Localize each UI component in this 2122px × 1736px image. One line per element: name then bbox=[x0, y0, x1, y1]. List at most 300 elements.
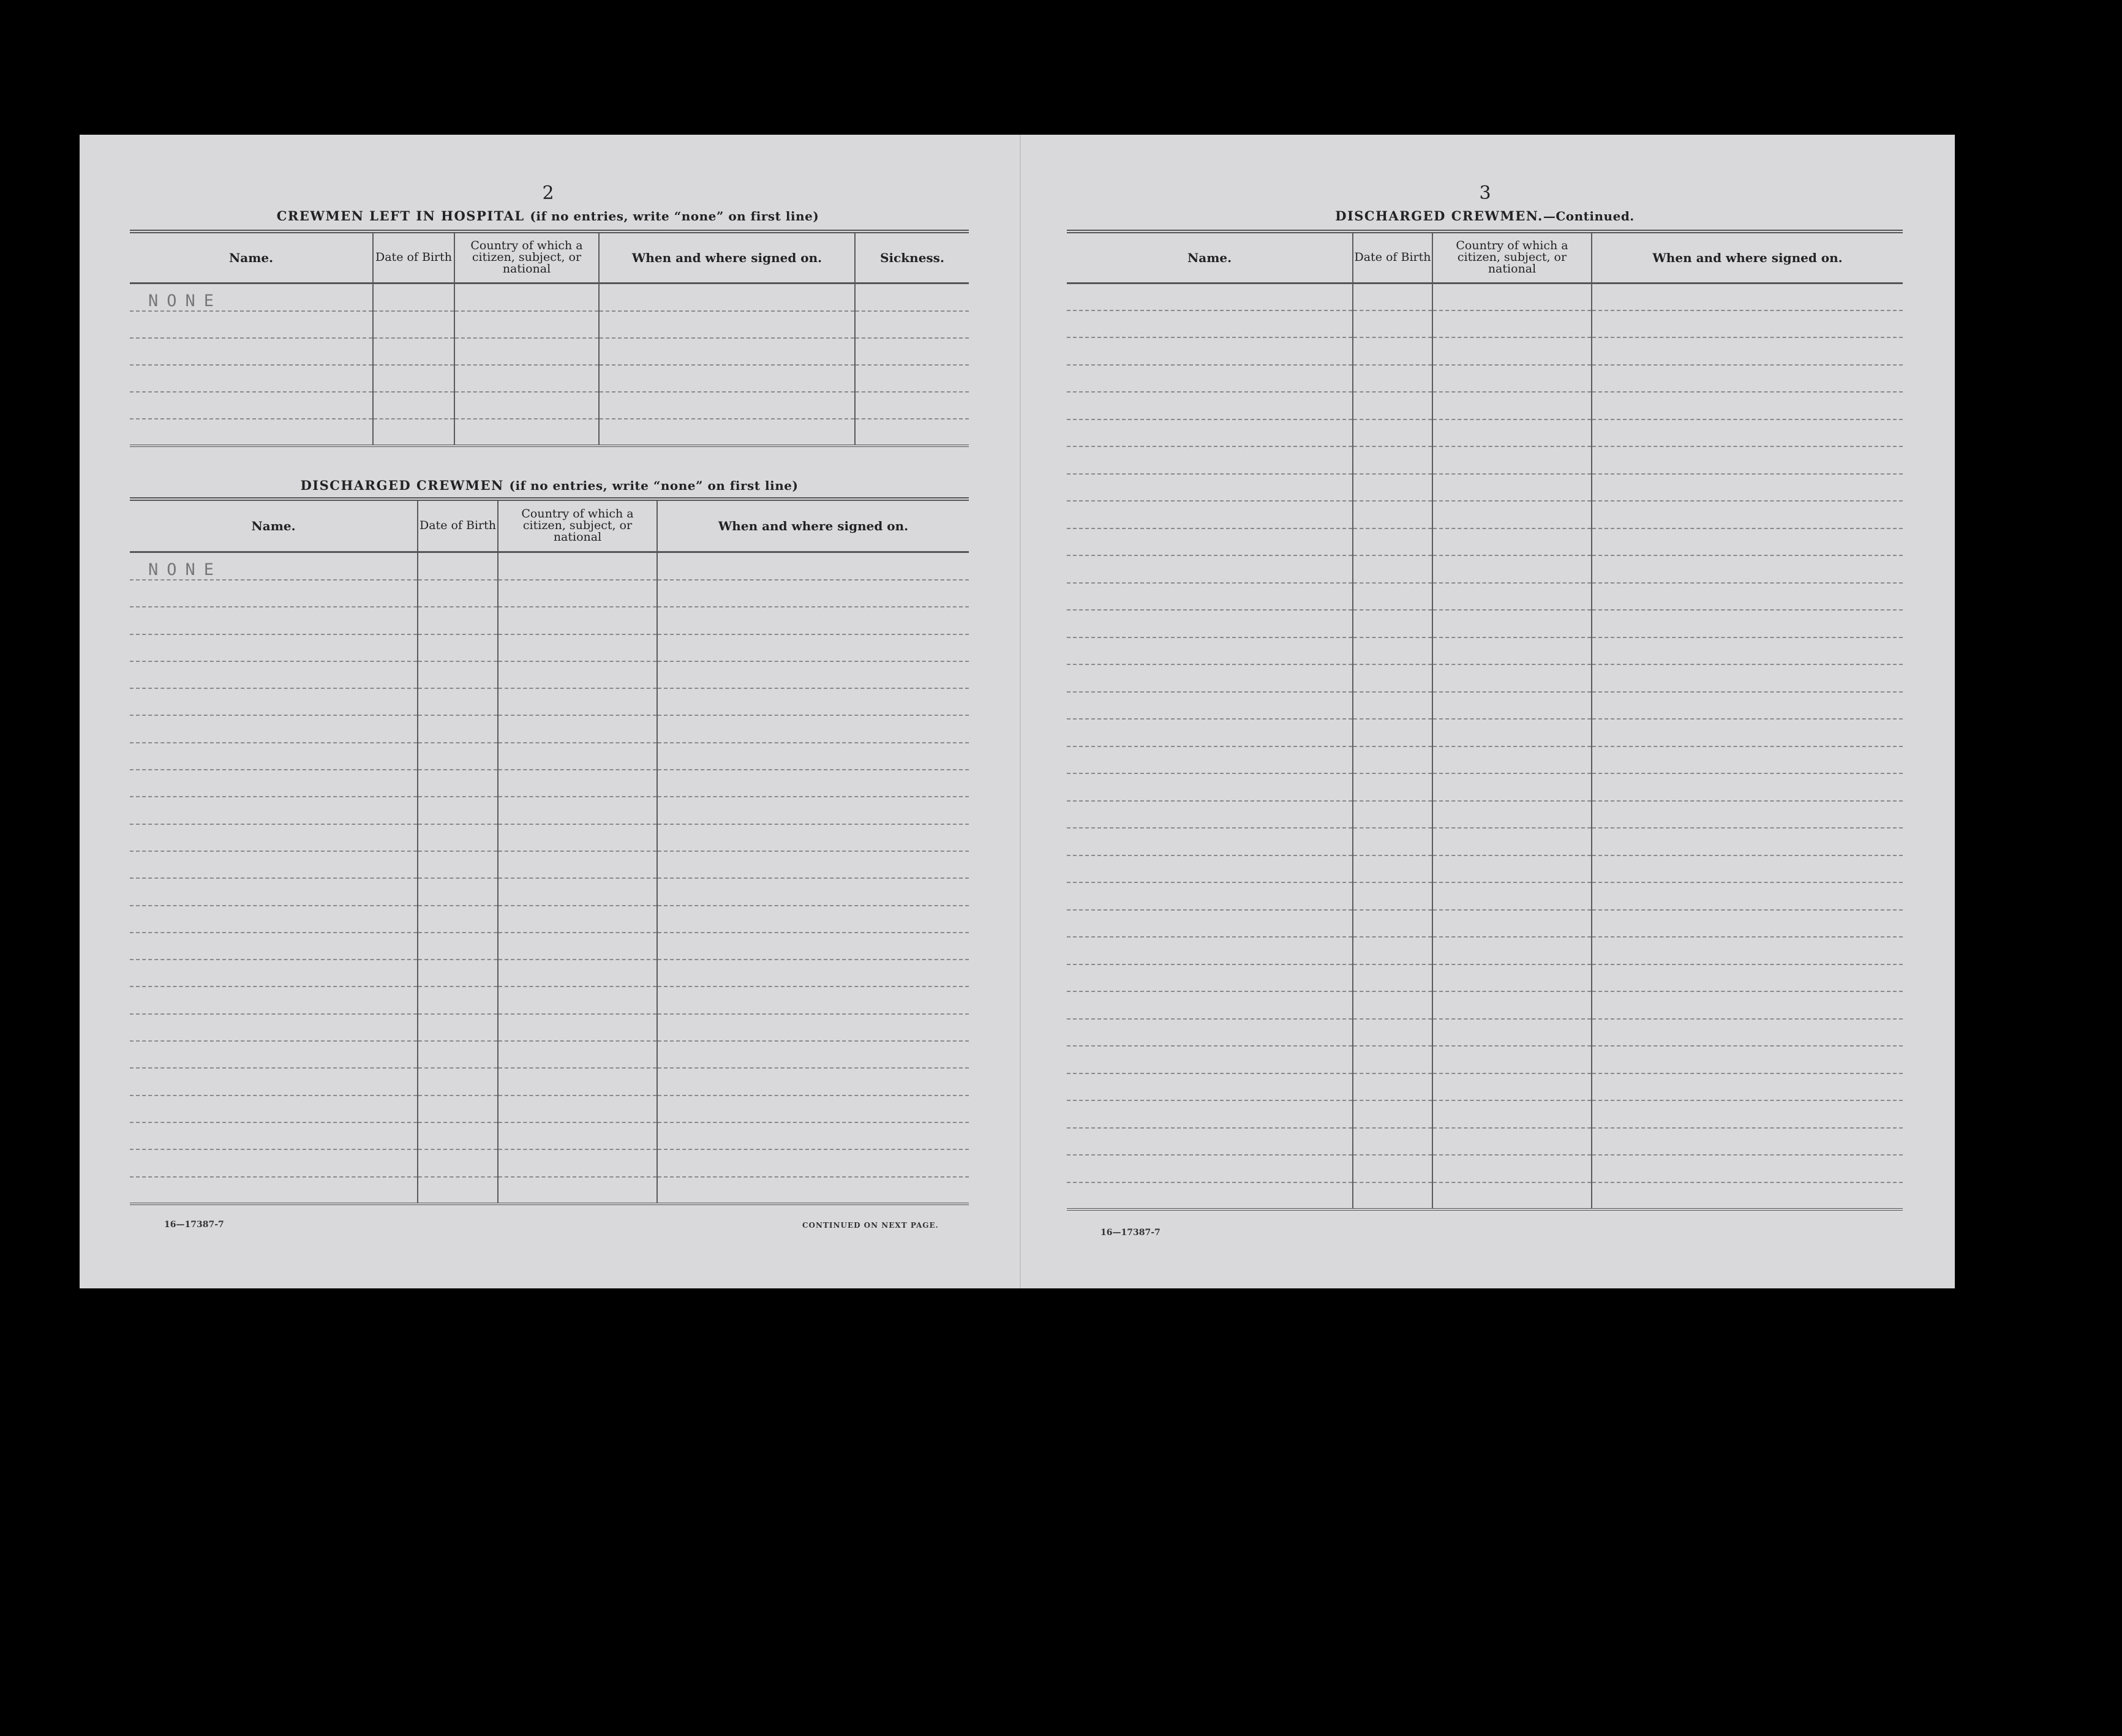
name-cell[interactable] bbox=[130, 552, 418, 580]
name-cell[interactable] bbox=[1067, 773, 1353, 801]
signed-cell[interactable] bbox=[657, 851, 969, 878]
name-cell[interactable] bbox=[1067, 801, 1353, 829]
date-cell[interactable] bbox=[1353, 583, 1432, 611]
name-cell[interactable] bbox=[130, 851, 418, 878]
name-cell[interactable] bbox=[130, 392, 373, 419]
country-cell[interactable] bbox=[1432, 719, 1592, 746]
name-cell[interactable] bbox=[130, 743, 418, 770]
hospital-table-body bbox=[130, 283, 969, 446]
country-cell[interactable] bbox=[498, 1068, 657, 1095]
name-cell[interactable] bbox=[1067, 991, 1353, 1019]
name-cell[interactable] bbox=[130, 960, 418, 986]
country-cell[interactable] bbox=[1432, 1046, 1592, 1073]
table-row bbox=[130, 960, 969, 986]
country-cell[interactable] bbox=[498, 715, 657, 742]
date-cell[interactable] bbox=[1353, 528, 1432, 556]
country-cell[interactable] bbox=[498, 661, 657, 688]
signed-cell[interactable] bbox=[1592, 964, 1903, 992]
date-cell[interactable] bbox=[418, 607, 498, 634]
name-cell[interactable] bbox=[1067, 337, 1353, 365]
country-cell[interactable] bbox=[1432, 419, 1592, 447]
name-cell[interactable] bbox=[1067, 664, 1353, 692]
name-cell[interactable] bbox=[1067, 1128, 1353, 1155]
country-cell[interactable] bbox=[454, 392, 599, 419]
signed-cell[interactable] bbox=[1592, 937, 1903, 964]
signed-cell[interactable] bbox=[1592, 855, 1903, 883]
country-cell[interactable] bbox=[1432, 692, 1592, 720]
name-cell[interactable] bbox=[130, 1177, 418, 1204]
table-row bbox=[1067, 1182, 1903, 1210]
signed-cell[interactable] bbox=[1592, 1128, 1903, 1155]
name-cell[interactable] bbox=[130, 1122, 418, 1149]
signed-cell[interactable] bbox=[657, 933, 969, 960]
country-cell[interactable] bbox=[1432, 501, 1592, 528]
signed-cell[interactable] bbox=[1592, 1019, 1903, 1046]
signed-cell[interactable] bbox=[1592, 310, 1903, 338]
discharged-subtitle-text: (if no entries, write “none” on first line) bbox=[509, 478, 799, 493]
date-cell[interactable] bbox=[418, 580, 498, 607]
name-cell[interactable] bbox=[1067, 637, 1353, 665]
name-cell[interactable] bbox=[130, 1149, 418, 1176]
signed-cell[interactable] bbox=[599, 392, 855, 419]
country-cell[interactable] bbox=[1432, 828, 1592, 855]
table-row bbox=[1067, 337, 1903, 365]
country-cell[interactable] bbox=[1432, 1100, 1592, 1128]
country-cell[interactable] bbox=[1432, 283, 1592, 310]
date-cell[interactable] bbox=[418, 770, 498, 797]
signed-cell[interactable] bbox=[657, 552, 969, 580]
signed-cell[interactable] bbox=[1592, 583, 1903, 611]
name-cell[interactable] bbox=[130, 634, 418, 661]
signed-cell[interactable] bbox=[657, 1014, 969, 1041]
signed-cell[interactable] bbox=[599, 311, 855, 338]
name-cell[interactable] bbox=[1067, 446, 1353, 474]
date-cell[interactable] bbox=[418, 878, 498, 905]
country-cell[interactable] bbox=[498, 878, 657, 905]
signed-cell[interactable] bbox=[657, 1149, 969, 1176]
signed-cell[interactable] bbox=[657, 878, 969, 905]
table-row bbox=[130, 580, 969, 607]
date-cell[interactable] bbox=[1353, 337, 1432, 365]
table-row bbox=[1067, 501, 1903, 528]
country-cell[interactable] bbox=[1432, 337, 1592, 365]
date-cell[interactable] bbox=[418, 986, 498, 1013]
date-cell[interactable] bbox=[1353, 855, 1432, 883]
date-cell[interactable] bbox=[1353, 719, 1432, 746]
name-cell[interactable] bbox=[130, 715, 418, 742]
date-cell[interactable] bbox=[373, 365, 454, 392]
signed-cell[interactable] bbox=[1592, 719, 1903, 746]
date-cell[interactable] bbox=[1353, 801, 1432, 829]
date-cell[interactable] bbox=[1353, 964, 1432, 992]
signed-cell[interactable] bbox=[1592, 610, 1903, 637]
signed-cell[interactable] bbox=[1592, 746, 1903, 774]
date-cell[interactable] bbox=[1353, 828, 1432, 855]
sickness-cell[interactable] bbox=[855, 283, 969, 311]
date-cell[interactable] bbox=[1353, 474, 1432, 502]
country-cell[interactable] bbox=[1432, 1128, 1592, 1155]
signed-cell[interactable] bbox=[1592, 692, 1903, 720]
country-cell[interactable] bbox=[498, 906, 657, 933]
date-cell[interactable] bbox=[418, 933, 498, 960]
table-row bbox=[1067, 1019, 1903, 1046]
table-row bbox=[1067, 719, 1903, 746]
country-cell[interactable] bbox=[454, 338, 599, 365]
country-cell[interactable] bbox=[1432, 392, 1592, 419]
country-cell[interactable] bbox=[1432, 446, 1592, 474]
name-cell[interactable] bbox=[1067, 910, 1353, 938]
signed-cell[interactable] bbox=[657, 634, 969, 661]
country-cell[interactable] bbox=[454, 311, 599, 338]
country-cell[interactable] bbox=[454, 365, 599, 392]
name-cell[interactable] bbox=[130, 661, 418, 688]
country-cell[interactable] bbox=[1432, 746, 1592, 774]
date-cell[interactable] bbox=[1353, 664, 1432, 692]
signed-cell[interactable] bbox=[1592, 283, 1903, 310]
signed-cell[interactable] bbox=[1592, 828, 1903, 855]
date-cell[interactable] bbox=[373, 311, 454, 338]
date-cell[interactable] bbox=[1353, 1046, 1432, 1073]
name-cell[interactable] bbox=[130, 607, 418, 634]
name-cell[interactable] bbox=[1067, 501, 1353, 528]
signed-cell[interactable] bbox=[1592, 664, 1903, 692]
sickness-cell[interactable] bbox=[855, 311, 969, 338]
signed-cell[interactable] bbox=[1592, 991, 1903, 1019]
date-cell[interactable] bbox=[1353, 310, 1432, 338]
name-cell[interactable] bbox=[1067, 1182, 1353, 1210]
country-cell[interactable] bbox=[498, 580, 657, 607]
date-cell[interactable] bbox=[1353, 283, 1432, 310]
signed-cell[interactable] bbox=[657, 797, 969, 824]
table-row bbox=[1067, 1073, 1903, 1101]
date-cell[interactable] bbox=[418, 552, 498, 580]
country-cell[interactable] bbox=[498, 634, 657, 661]
date-cell[interactable] bbox=[1353, 637, 1432, 665]
date-cell[interactable] bbox=[1353, 1019, 1432, 1046]
name-cell[interactable] bbox=[1067, 610, 1353, 637]
date-cell[interactable] bbox=[1353, 392, 1432, 419]
signed-cell[interactable] bbox=[599, 338, 855, 365]
name-cell[interactable] bbox=[130, 419, 373, 446]
name-cell[interactable] bbox=[1067, 1073, 1353, 1101]
date-cell[interactable] bbox=[373, 392, 454, 419]
name-cell[interactable] bbox=[130, 283, 373, 311]
signed-cell[interactable] bbox=[657, 986, 969, 1013]
country-cell[interactable] bbox=[498, 1095, 657, 1122]
signed-cell[interactable] bbox=[657, 1177, 969, 1204]
signed-cell[interactable] bbox=[1592, 392, 1903, 419]
country-cell[interactable] bbox=[498, 986, 657, 1013]
signed-cell[interactable] bbox=[599, 283, 855, 311]
date-cell[interactable] bbox=[418, 1177, 498, 1204]
country-cell[interactable] bbox=[1432, 610, 1592, 637]
typed-entry: NONE bbox=[148, 291, 223, 310]
country-cell[interactable] bbox=[498, 743, 657, 770]
name-cell[interactable] bbox=[130, 1068, 418, 1095]
country-cell[interactable] bbox=[498, 1014, 657, 1041]
country-cell[interactable] bbox=[1432, 882, 1592, 910]
name-cell[interactable] bbox=[130, 906, 418, 933]
country-cell[interactable] bbox=[1432, 910, 1592, 938]
country-cell[interactable] bbox=[454, 283, 599, 311]
signed-cell[interactable] bbox=[657, 1068, 969, 1095]
name-cell[interactable] bbox=[130, 824, 418, 851]
date-cell[interactable] bbox=[1353, 610, 1432, 637]
signed-cell[interactable] bbox=[1592, 1182, 1903, 1210]
signed-cell[interactable] bbox=[1592, 801, 1903, 829]
date-cell[interactable] bbox=[418, 1095, 498, 1122]
name-cell[interactable] bbox=[130, 338, 373, 365]
country-cell[interactable] bbox=[1432, 964, 1592, 992]
name-cell[interactable] bbox=[1067, 583, 1353, 611]
date-cell[interactable] bbox=[418, 634, 498, 661]
table-row bbox=[130, 552, 969, 580]
country-cell[interactable] bbox=[1432, 555, 1592, 583]
signed-cell[interactable] bbox=[657, 661, 969, 688]
name-cell[interactable] bbox=[1067, 310, 1353, 338]
country-cell[interactable] bbox=[498, 770, 657, 797]
country-cell[interactable] bbox=[498, 851, 657, 878]
signed-cell[interactable] bbox=[1592, 528, 1903, 556]
country-cell[interactable] bbox=[1432, 1182, 1592, 1210]
signed-cell[interactable] bbox=[657, 770, 969, 797]
date-cell[interactable] bbox=[418, 851, 498, 878]
date-cell[interactable] bbox=[418, 1041, 498, 1068]
name-cell[interactable] bbox=[1067, 937, 1353, 964]
country-cell[interactable] bbox=[1432, 937, 1592, 964]
sickness-cell[interactable] bbox=[855, 392, 969, 419]
name-cell[interactable] bbox=[130, 878, 418, 905]
country-cell[interactable] bbox=[498, 688, 657, 715]
date-cell[interactable] bbox=[373, 419, 454, 446]
name-cell[interactable] bbox=[1067, 1046, 1353, 1073]
date-cell[interactable] bbox=[373, 283, 454, 311]
col-signed-on: When and where signed on. bbox=[599, 231, 855, 283]
name-cell[interactable] bbox=[130, 770, 418, 797]
date-cell[interactable] bbox=[418, 1122, 498, 1149]
date-cell[interactable] bbox=[1353, 910, 1432, 938]
name-cell[interactable] bbox=[1067, 692, 1353, 720]
country-cell[interactable] bbox=[1432, 637, 1592, 665]
name-cell[interactable] bbox=[130, 365, 373, 392]
country-cell[interactable] bbox=[1432, 801, 1592, 829]
date-cell[interactable] bbox=[418, 797, 498, 824]
table-row bbox=[130, 1177, 969, 1204]
country-cell[interactable] bbox=[1432, 664, 1592, 692]
date-cell[interactable] bbox=[1353, 692, 1432, 720]
name-cell[interactable] bbox=[130, 688, 418, 715]
signed-cell[interactable] bbox=[599, 365, 855, 392]
discharged-title-text: DISCHARGED CREWMEN bbox=[300, 478, 504, 493]
signed-cell[interactable] bbox=[1592, 637, 1903, 665]
date-cell[interactable] bbox=[418, 1149, 498, 1176]
col-country: Country of which a citizen, subject, or national bbox=[454, 231, 599, 283]
table-row bbox=[1067, 528, 1903, 556]
table-row bbox=[1067, 446, 1903, 474]
name-cell[interactable] bbox=[1067, 1155, 1353, 1182]
signed-cell[interactable] bbox=[1592, 337, 1903, 365]
signed-cell[interactable] bbox=[1592, 1073, 1903, 1101]
country-cell[interactable] bbox=[1432, 474, 1592, 502]
table-row bbox=[1067, 910, 1903, 938]
date-cell[interactable] bbox=[1353, 1155, 1432, 1182]
country-cell[interactable] bbox=[1432, 1073, 1592, 1101]
name-cell[interactable] bbox=[130, 580, 418, 607]
signed-cell[interactable] bbox=[1592, 446, 1903, 474]
signed-cell[interactable] bbox=[657, 824, 969, 851]
country-cell[interactable] bbox=[1432, 773, 1592, 801]
date-cell[interactable] bbox=[418, 743, 498, 770]
signed-cell[interactable] bbox=[1592, 1046, 1903, 1073]
country-cell[interactable] bbox=[1432, 991, 1592, 1019]
signed-cell[interactable] bbox=[1592, 773, 1903, 801]
date-cell[interactable] bbox=[1353, 1128, 1432, 1155]
name-cell[interactable] bbox=[1067, 964, 1353, 992]
table-row bbox=[1067, 1128, 1903, 1155]
name-cell[interactable] bbox=[1067, 365, 1353, 393]
right-table-header bbox=[1067, 231, 1903, 283]
date-cell[interactable] bbox=[1353, 1100, 1432, 1128]
name-cell[interactable] bbox=[1067, 1019, 1353, 1046]
table-row bbox=[1067, 801, 1903, 829]
name-cell[interactable] bbox=[1067, 1100, 1353, 1128]
country-cell[interactable] bbox=[498, 1177, 657, 1204]
name-cell[interactable] bbox=[130, 1014, 418, 1041]
signed-cell[interactable] bbox=[657, 1041, 969, 1068]
date-cell[interactable] bbox=[418, 688, 498, 715]
signed-cell[interactable] bbox=[657, 688, 969, 715]
signed-cell[interactable] bbox=[657, 715, 969, 742]
sickness-cell[interactable] bbox=[855, 419, 969, 446]
signed-cell[interactable] bbox=[657, 960, 969, 986]
country-cell[interactable] bbox=[498, 960, 657, 986]
country-cell[interactable] bbox=[1432, 1019, 1592, 1046]
date-cell[interactable] bbox=[1353, 446, 1432, 474]
table-row bbox=[1067, 283, 1903, 310]
table-row bbox=[130, 688, 969, 715]
signed-cell[interactable] bbox=[1592, 882, 1903, 910]
name-cell[interactable] bbox=[130, 797, 418, 824]
country-cell[interactable] bbox=[498, 824, 657, 851]
country-cell[interactable] bbox=[1432, 365, 1592, 393]
signed-cell[interactable] bbox=[1592, 1155, 1903, 1182]
signed-cell[interactable] bbox=[1592, 1100, 1903, 1128]
date-cell[interactable] bbox=[418, 715, 498, 742]
table-row bbox=[130, 661, 969, 688]
country-cell[interactable] bbox=[498, 1122, 657, 1149]
date-cell[interactable] bbox=[418, 906, 498, 933]
signed-cell[interactable] bbox=[657, 1122, 969, 1149]
date-cell[interactable] bbox=[418, 1014, 498, 1041]
name-cell[interactable] bbox=[130, 986, 418, 1013]
date-cell[interactable] bbox=[1353, 365, 1432, 393]
date-cell[interactable] bbox=[1353, 937, 1432, 964]
signed-cell[interactable] bbox=[1592, 474, 1903, 502]
date-cell[interactable] bbox=[1353, 1182, 1432, 1210]
discharged-table-header bbox=[130, 499, 969, 552]
signed-cell[interactable] bbox=[657, 906, 969, 933]
name-cell[interactable] bbox=[130, 311, 373, 338]
signed-cell[interactable] bbox=[599, 419, 855, 446]
name-cell[interactable] bbox=[130, 933, 418, 960]
name-cell[interactable] bbox=[1067, 474, 1353, 502]
table-row bbox=[130, 1122, 969, 1149]
country-cell[interactable] bbox=[1432, 1155, 1592, 1182]
date-cell[interactable] bbox=[373, 338, 454, 365]
hospital-title-text: CREWMEN LEFT IN HOSPITAL bbox=[276, 208, 525, 224]
date-cell[interactable] bbox=[418, 661, 498, 688]
name-cell[interactable] bbox=[1067, 528, 1353, 556]
date-cell[interactable] bbox=[1353, 882, 1432, 910]
signed-cell[interactable] bbox=[1592, 501, 1903, 528]
date-cell[interactable] bbox=[1353, 1073, 1432, 1101]
signed-cell[interactable] bbox=[1592, 910, 1903, 938]
hospital-subtitle-text: (if no entries, write “none” on first line) bbox=[530, 209, 819, 224]
date-cell[interactable] bbox=[1353, 991, 1432, 1019]
date-cell[interactable] bbox=[1353, 419, 1432, 447]
country-cell[interactable] bbox=[498, 552, 657, 580]
name-cell[interactable] bbox=[1067, 283, 1353, 310]
country-cell[interactable] bbox=[1432, 855, 1592, 883]
table-row bbox=[1067, 583, 1903, 611]
col-date-of-birth: Date of Birth bbox=[373, 231, 454, 283]
date-cell[interactable] bbox=[1353, 501, 1432, 528]
date-cell[interactable] bbox=[1353, 746, 1432, 774]
country-cell[interactable] bbox=[498, 607, 657, 634]
table-row bbox=[1067, 882, 1903, 910]
date-cell[interactable] bbox=[1353, 773, 1432, 801]
name-cell[interactable] bbox=[1067, 555, 1353, 583]
name-cell[interactable] bbox=[1067, 719, 1353, 746]
country-cell[interactable] bbox=[498, 797, 657, 824]
table-row bbox=[1067, 610, 1903, 637]
date-cell[interactable] bbox=[418, 1068, 498, 1095]
right-title-suffix: —Continued. bbox=[1543, 209, 1635, 224]
page-fold bbox=[1020, 135, 1021, 1288]
signed-cell[interactable] bbox=[657, 1095, 969, 1122]
name-cell[interactable] bbox=[1067, 882, 1353, 910]
country-cell[interactable] bbox=[498, 1041, 657, 1068]
country-cell[interactable] bbox=[498, 1149, 657, 1176]
country-cell[interactable] bbox=[1432, 310, 1592, 338]
left-form-number: 16—17387-7 bbox=[164, 1220, 224, 1230]
country-cell[interactable] bbox=[1432, 583, 1592, 611]
name-cell[interactable] bbox=[130, 1041, 418, 1068]
date-cell[interactable] bbox=[418, 960, 498, 986]
signed-cell[interactable] bbox=[1592, 365, 1903, 393]
country-cell[interactable] bbox=[498, 933, 657, 960]
name-cell[interactable] bbox=[130, 1095, 418, 1122]
hospital-section-title bbox=[130, 208, 966, 224]
name-cell[interactable] bbox=[1067, 419, 1353, 447]
name-cell[interactable] bbox=[1067, 828, 1353, 855]
signed-cell[interactable] bbox=[657, 607, 969, 634]
sickness-cell[interactable] bbox=[855, 365, 969, 392]
name-cell[interactable] bbox=[1067, 855, 1353, 883]
signed-cell[interactable] bbox=[657, 580, 969, 607]
country-cell[interactable] bbox=[1432, 528, 1592, 556]
signed-cell[interactable] bbox=[657, 743, 969, 770]
signed-cell[interactable] bbox=[1592, 555, 1903, 583]
date-cell[interactable] bbox=[1353, 555, 1432, 583]
name-cell[interactable] bbox=[1067, 392, 1353, 419]
sickness-cell[interactable] bbox=[855, 338, 969, 365]
signed-cell[interactable] bbox=[1592, 419, 1903, 447]
table-row bbox=[130, 607, 969, 634]
country-cell[interactable] bbox=[454, 419, 599, 446]
date-cell[interactable] bbox=[418, 824, 498, 851]
name-cell[interactable] bbox=[1067, 746, 1353, 774]
